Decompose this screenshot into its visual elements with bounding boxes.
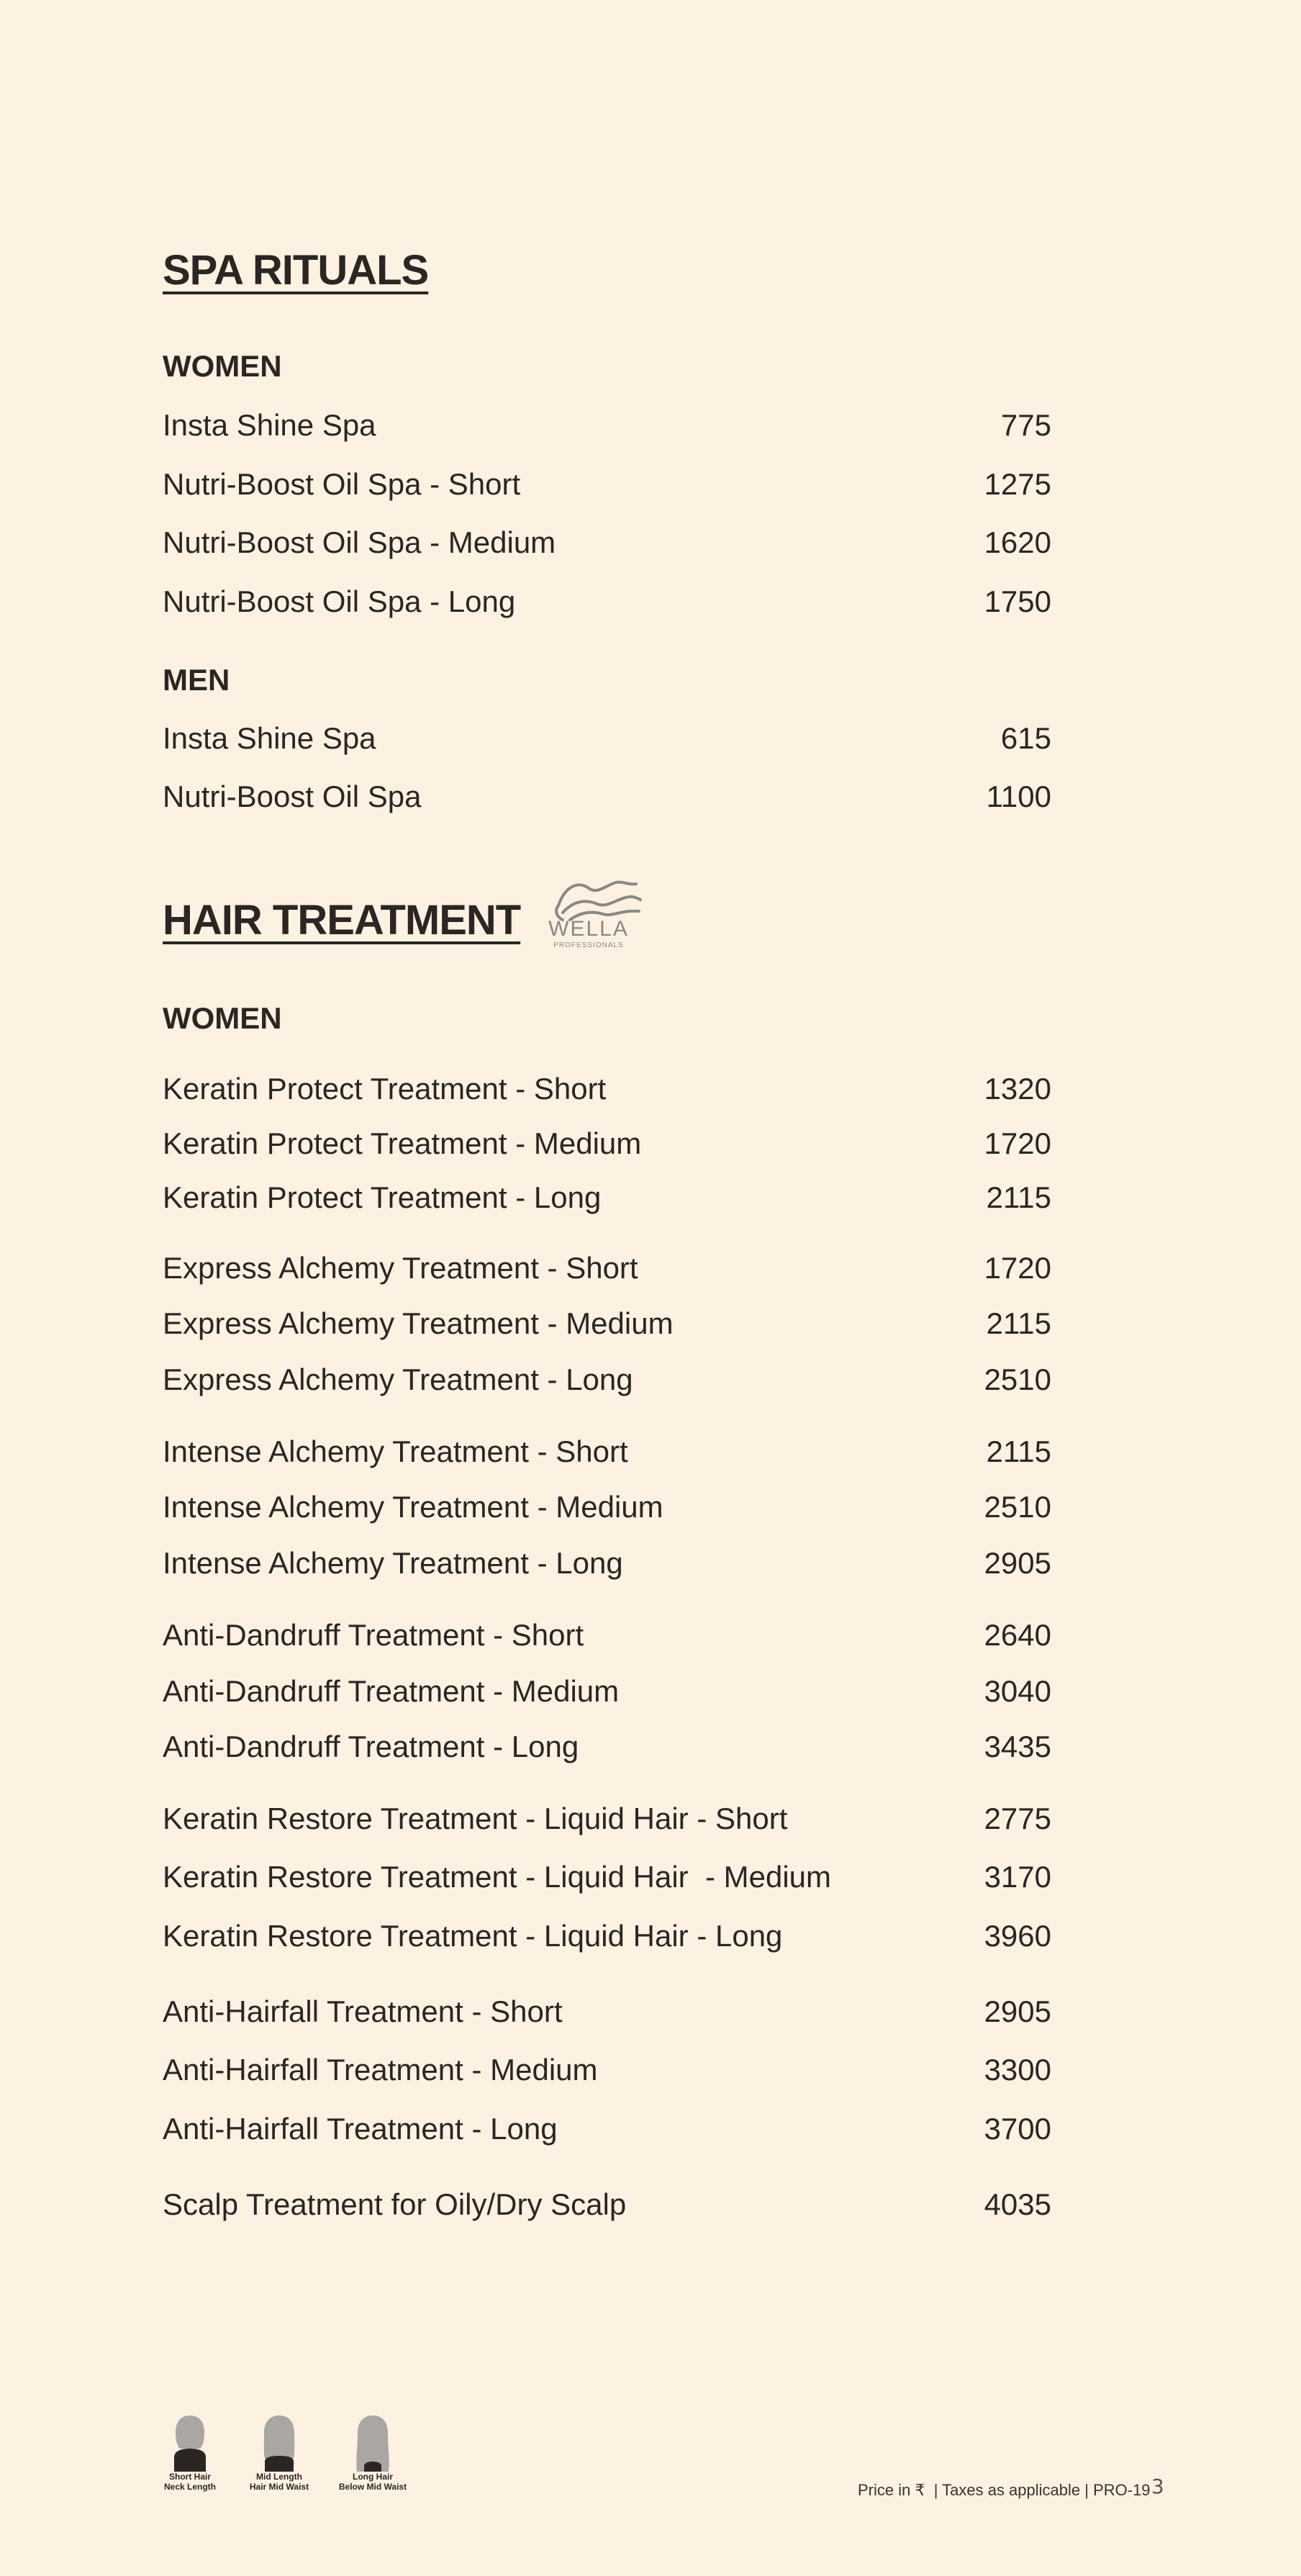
service-name: Intense Alchemy Treatment - Long — [163, 1546, 623, 1580]
page-number: 3 — [1151, 2475, 1164, 2498]
legend-label: Neck Length — [163, 2482, 216, 2492]
list-item — [163, 464, 1051, 505]
list-item — [163, 2109, 1051, 2149]
service-price: 3435 — [984, 1730, 1051, 1763]
service-price: 1100 — [986, 779, 1051, 813]
service-name: Keratin Restore Treatment - Liquid Hair - Long — [163, 1919, 783, 1953]
service-price: 1275 — [984, 467, 1051, 501]
list-item — [163, 1303, 1051, 1344]
service-price: 615 — [1000, 721, 1051, 755]
hair-treatment-title: HAIR TREATMENT — [163, 897, 521, 944]
wella-subtitle: PROFESSIONALS — [553, 941, 624, 949]
service-price: 2775 — [984, 1802, 1051, 1835]
mid-length-hair-icon — [258, 2411, 301, 2472]
legend-label: Mid Length — [256, 2472, 302, 2482]
service-price: 3960 — [984, 1919, 1051, 1953]
service-price: 2640 — [984, 1618, 1051, 1652]
service-name: Nutri-Boost Oil Spa — [163, 779, 422, 813]
service-price: 1320 — [984, 1072, 1051, 1106]
legend-label: Below Mid Waist — [338, 2482, 407, 2492]
spa-rituals-title: SPA RITUALS — [163, 247, 429, 294]
list-item — [163, 1178, 1051, 1218]
service-price: 2905 — [984, 1994, 1051, 2028]
service-name: Intense Alchemy Treatment - Medium — [163, 1490, 663, 1524]
list-item — [163, 1543, 1051, 1583]
service-name: Express Alchemy Treatment - Medium — [163, 1306, 674, 1340]
service-name: Express Alchemy Treatment - Short — [163, 1251, 638, 1285]
price-footnote: Price in ₹ | Taxes as applicable | PRO-19 — [858, 2481, 1151, 2499]
service-price: 1750 — [984, 584, 1051, 618]
list-item — [163, 1916, 1051, 1956]
list-item — [163, 1432, 1051, 1472]
service-price: 2115 — [986, 1306, 1051, 1340]
service-price: 2510 — [984, 1362, 1051, 1396]
service-price: 1620 — [984, 525, 1051, 559]
service-name: Nutri-Boost Oil Spa - Long — [163, 584, 516, 618]
legend-mid-length-hair — [229, 2411, 330, 2492]
service-name: Insta Shine Spa — [163, 408, 376, 442]
list-item — [163, 1124, 1051, 1164]
list-item — [163, 523, 1051, 563]
service-price: 1720 — [984, 1251, 1051, 1285]
spa-men-heading: MEN — [163, 663, 230, 697]
legend-label: Long Hair — [353, 2472, 393, 2482]
legend-long-hair — [322, 2411, 423, 2492]
list-item — [163, 1360, 1051, 1400]
treatment-women-heading: WOMEN — [163, 1001, 282, 1035]
list-item — [163, 582, 1051, 622]
legend-label: Short Hair — [168, 2472, 211, 2482]
list-item — [163, 405, 1051, 446]
service-name: Anti-Dandruff Treatment - Long — [163, 1730, 579, 1763]
service-name: Keratin Protect Treatment - Short — [163, 1072, 607, 1106]
service-name: Intense Alchemy Treatment - Short — [163, 1434, 628, 1468]
list-item — [163, 1857, 1051, 1897]
service-name: Insta Shine Spa — [163, 721, 376, 755]
list-item — [163, 718, 1051, 759]
service-price: 1720 — [984, 1126, 1051, 1160]
service-name: Express Alchemy Treatment - Long — [163, 1362, 633, 1396]
service-name: Anti-Hairfall Treatment - Medium — [163, 2053, 598, 2087]
service-price: 3700 — [984, 2112, 1051, 2146]
service-name: Keratin Restore Treatment - Liquid Hair - Short — [163, 1802, 788, 1835]
list-item — [163, 2050, 1051, 2090]
wella-logo — [531, 875, 646, 952]
list-item — [163, 1799, 1051, 1839]
service-price: 3040 — [984, 1674, 1051, 1708]
service-name: Anti-Dandruff Treatment - Short — [163, 1618, 584, 1652]
legend-short-hair — [140, 2411, 240, 2492]
service-name: Anti-Hairfall Treatment - Long — [163, 2112, 558, 2146]
service-name: Nutri-Boost Oil Spa - Medium — [163, 525, 556, 559]
spa-women-heading: WOMEN — [163, 349, 282, 383]
service-name: Keratin Protect Treatment - Medium — [163, 1126, 642, 1160]
legend-label: Hair Mid Waist — [249, 2482, 309, 2492]
service-price: 2510 — [984, 1490, 1051, 1524]
long-hair-icon — [351, 2411, 394, 2472]
service-price: 2905 — [984, 1546, 1051, 1580]
short-hair-icon — [168, 2411, 212, 2472]
list-item — [163, 1727, 1051, 1767]
service-name: Scalp Treatment for Oily/Dry Scalp — [163, 2187, 627, 2221]
service-name: Nutri-Boost Oil Spa - Short — [163, 467, 521, 501]
list-item — [163, 1487, 1051, 1527]
service-name: Keratin Protect Treatment - Long — [163, 1180, 602, 1214]
list-item — [163, 1992, 1051, 2032]
service-name: Anti-Hairfall Treatment - Short — [163, 1994, 563, 2028]
list-item — [163, 1069, 1051, 1109]
list-item — [163, 1671, 1051, 1712]
service-price: 2115 — [986, 1180, 1051, 1214]
list-item — [163, 1248, 1051, 1288]
service-name: Keratin Restore Treatment - Liquid Hair - Medium — [163, 1860, 832, 1894]
list-item — [163, 2184, 1051, 2225]
list-item — [163, 777, 1051, 817]
service-name: Anti-Dandruff Treatment - Medium — [163, 1674, 620, 1708]
service-price: 2115 — [986, 1434, 1051, 1468]
service-price: 3170 — [984, 1860, 1051, 1894]
service-price: 775 — [1000, 408, 1051, 442]
list-item — [163, 1615, 1051, 1655]
service-price: 4035 — [984, 2187, 1051, 2221]
wella-wordmark: WELLA — [548, 917, 629, 941]
service-price: 3300 — [984, 2053, 1051, 2087]
